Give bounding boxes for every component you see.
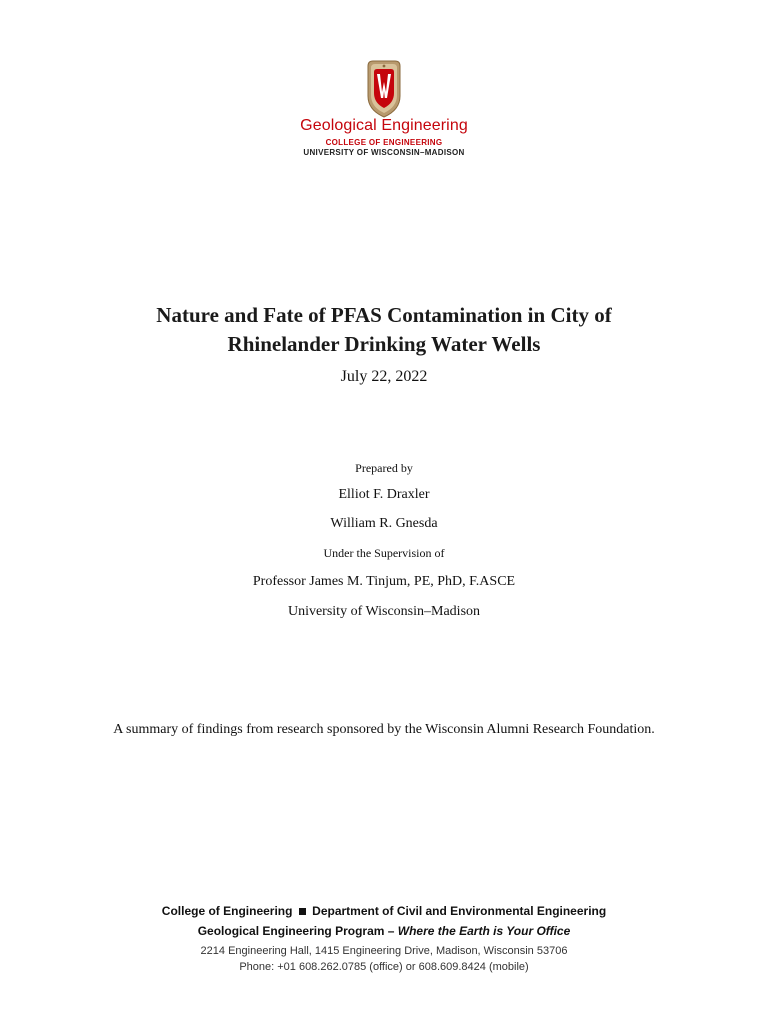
report-summary: A summary of findings from research sponsored by the Wisconsin Alumni Research Foundation. [113, 722, 655, 737]
report-title-line-2: Rhinelander Drinking Water Wells [227, 332, 541, 356]
prepared-by-label: Prepared by [355, 461, 413, 475]
report-title-line-1: Nature and Fate of PFAS Contamination in City of [156, 303, 612, 327]
footer-college: College of Engineering [161, 904, 293, 918]
uw-crest-logo [364, 60, 404, 118]
department-logo-name: Geological Engineering [300, 117, 468, 134]
university-logo-name: UNIVERSITY OF WISCONSIN–MADISON [303, 148, 465, 157]
affiliation: University of Wisconsin–Madison [287, 604, 481, 619]
footer-program-name: Geological Engineering Program – [197, 924, 398, 938]
report-title [0, 301, 768, 359]
footer-college-department [0, 904, 768, 918]
footer-address: 2214 Engineering Hall, 1415 Engineering Drive, Madison, Wisconsin 53706 [200, 945, 568, 957]
footer-program [0, 924, 768, 938]
supervision-label: Under the Supervision of [323, 546, 445, 560]
author-name: William R. Gnesda [330, 516, 438, 531]
square-separator-icon [299, 908, 306, 915]
footer-tagline: Where the Earth is Your Office [397, 924, 571, 938]
footer-phone: Phone: +01 608.262.0785 (office) or 608.609.8424 (mobile) [239, 961, 529, 973]
supervisor-name: Professor James M. Tinjum, PE, PhD, F.ASCE [252, 574, 516, 589]
college-logo-name: COLLEGE OF ENGINEERING [325, 138, 443, 147]
report-date: July 22, 2022 [340, 368, 428, 385]
author-name: Elliot F. Draxler [338, 487, 430, 502]
footer-department: Department of Civil and Environmental Engineering [312, 904, 607, 918]
